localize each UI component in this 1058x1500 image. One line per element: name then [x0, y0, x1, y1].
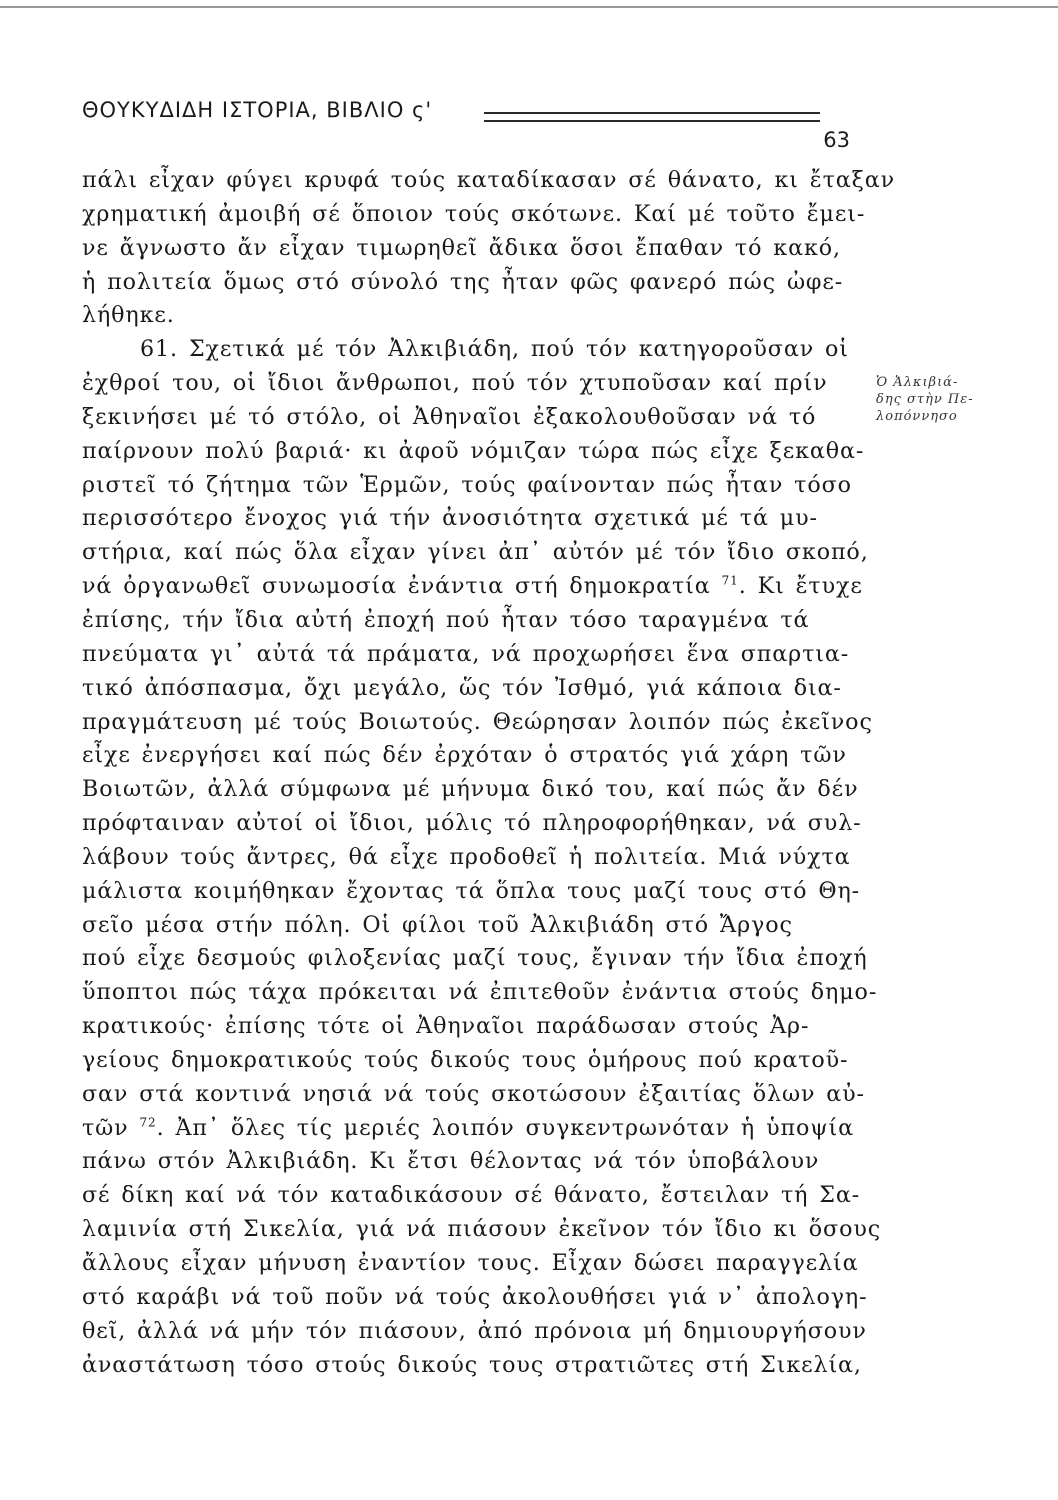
- text-line: νε ἄγνωστο ἄν εἶχαν τιμωρηθεῖ ἄδικα ὅσοι ἔπαθαν τό κακό,: [82, 234, 841, 261]
- text-line: τικό ἀπόσπασμα, ὄχι μεγάλο, ὥς τόν Ἰσθμό, γιά κάποια δια-: [82, 674, 842, 701]
- text-line: πάλι εἶχαν φύγει κρυφά τούς καταδίκασαν σέ θάνατο, κι ἔταξαν: [82, 167, 896, 193]
- header-rule-upper: [484, 112, 820, 114]
- text-line: περισσότερο ἔνοχος γιά τήν ἀνοσιότητα σχετικά μέ τά μυ-: [82, 505, 818, 532]
- footnote-marker-71: 71: [721, 573, 739, 588]
- text-line: χρηματική ἀμοιβή σέ ὅποιον τούς σκότωνε. Καί μέ τοῦτο ἔμει-: [82, 200, 866, 227]
- text-line: θεῖ, ἀλλά νά μήν τόν πιάσουν, ἀπό πρόνοια μή δημιουργήσουν: [82, 1317, 867, 1344]
- header-rule-lower: [484, 120, 820, 122]
- margin-note-line: λοπόννησο: [876, 409, 958, 424]
- text-line: Βοιωτῶν, ἀλλά σύμφωνα μέ μήνυμα δικό του, καί πώς ἄν δέν: [82, 776, 859, 803]
- footnote-marker-72: 72: [139, 1115, 157, 1130]
- text-line: στήρια, καί πώς ὅλα εἶχαν γίνει ἀπ᾿ αὐτόν μέ τόν ἴδιο σκοπό,: [82, 539, 869, 566]
- text-line: μάλιστα κοιμήθηκαν ἔχοντας τά ὅπλα τους μαζί τους στό Θη-: [82, 877, 861, 904]
- text-line: ἀναστάτωση τόσο στούς δικούς τους στρατιῶτες στή Σικελία,: [82, 1351, 862, 1378]
- text-line: λήθηκε.: [82, 302, 175, 329]
- text-line: ξεκινήσει μέ τό στόλο, οἱ Ἀθηναῖοι ἐξακολουθοῦσαν νά τό: [82, 403, 817, 430]
- text-line: λάβουν τούς ἄντρες, θά εἶχε προδοθεῖ ἡ πολιτεία. Μιά νύχτα: [82, 843, 851, 870]
- text-line: πρόφταιναν αὐτοί οἱ ἴδιοι, μόλις τό πληροφορήθηκαν, νά συλ-: [82, 810, 862, 837]
- text-line: στό καράβι νά τοῦ ποῦν νά τούς ἀκολουθήσει γιά ν᾿ ἀπολογη-: [82, 1283, 868, 1310]
- text-line-tail: . Κι ἔτυχε: [738, 573, 863, 600]
- text-line: σέ δίκη καί νά τόν καταδικάσουν σέ θάνατο, ἔστειλαν τή Σα-: [82, 1182, 861, 1209]
- page-header: [82, 98, 850, 152]
- text-line: γείους δημοκρατικούς τούς δικούς τους ὁμήρους πού κρατοῦ-: [82, 1046, 849, 1073]
- text-line: ριστεῖ τό ζήτημα τῶν Ἑρμῶν, τούς φαίνονταν πώς ἦταν τόσο: [82, 471, 852, 498]
- text-line-part: νά ὀργανωθεῖ συνωμοσία ἐνάντια στή δημοκρατία: [82, 573, 711, 600]
- body-text: [82, 164, 896, 1382]
- text-line-part: τῶν: [82, 1114, 129, 1141]
- text-line: σεῖο μέσα στήν πόλη. Οἱ φίλοι τοῦ Ἀλκιβιάδη στό Ἄργος: [82, 911, 793, 938]
- text-line: πραγμάτευση μέ τούς Βοιωτούς. Θεώρησαν λοιπόν πώς ἐκεῖνος: [82, 708, 873, 735]
- text-line: σαν στά κοντινά νησιά νά τούς σκοτώσουν ἐξαιτίας ὅλων αὐ-: [82, 1080, 865, 1107]
- margin-note-line: Ὁ Ἀλκιβιά-: [876, 375, 959, 390]
- text-line: ἐπίσης, τήν ἴδια αὐτή ἐποχή πού ἦταν τόσο ταραγμένα τά: [82, 606, 810, 633]
- text-line: πού εἶχε δεσμούς φιλοξενίας μαζί τους, ἔγιναν τήν ἴδια ἐποχή: [82, 945, 868, 972]
- text-line: λαμινία στή Σικελία, γιά νά πιάσουν ἐκεῖνον τόν ἴδιο κι ὅσους: [82, 1216, 882, 1243]
- running-head: ΘΟΥΚΥΔΙΔΗ ΙΣΤΟΡΙΑ, ΒΙΒΛΙΟ ς': [82, 98, 433, 122]
- text-line: παίρνουν πολύ βαριά· κι ἀφοῦ νόμιζαν τώρα πώς εἶχε ξεκαθα-: [82, 437, 865, 464]
- text-line: πάνω στόν Ἀλκιβιάδη. Κι ἔτσι θέλοντας νά τόν ὑποβάλουν: [82, 1148, 820, 1175]
- page-top-border: [0, 0, 1058, 8]
- text-line: εἶχε ἐνεργήσει καί πώς δέν ἐρχόταν ὁ στρατός γιά χάρη τῶν: [82, 742, 847, 769]
- text-line-tail: . Ἀπ᾿ ὅλες τίς μεριές λοιπόν συγκεντρωνόταν ἡ ὑποψία: [156, 1114, 854, 1141]
- text-line: ἄλλους εἶχαν μήνυση ἐναντίον τους. Εἶχαν δώσει παραγγελία: [82, 1250, 859, 1276]
- text-line: πνεύματα γι᾿ αὐτά τά πράματα, νά προχωρήσει ἕνα σπαρτια-: [82, 640, 850, 667]
- text-line: ὕποπτοι πώς τάχα πρόκειται νά ἐπιτεθοῦν ἐνάντια στούς δημο-: [82, 979, 878, 1006]
- text-line-with-note: [82, 1112, 854, 1146]
- margin-note: [876, 374, 1006, 425]
- margin-note-line: δης στὴν Πε-: [876, 392, 974, 407]
- text-line: κρατικούς· ἐπίσης τότε οἱ Ἀθηναῖοι παράδωσαν στούς Ἀρ-: [82, 1013, 810, 1040]
- text-line-with-note: [82, 570, 863, 604]
- text-line: ἡ πολιτεία ὅμως στό σύνολό της ἦταν φῶς φανερό πώς ὠφε-: [82, 268, 844, 295]
- page-number: 63: [823, 128, 850, 152]
- text-line: ἐχθροί του, οἱ ἴδιοι ἄνθρωποι, πού τόν χτυποῦσαν καί πρίν: [82, 370, 828, 397]
- chapter-61-start: 61. Σχετικά μέ τόν Ἀλκιβιάδη, πού τόν κατηγοροῦσαν οἱ: [140, 336, 849, 363]
